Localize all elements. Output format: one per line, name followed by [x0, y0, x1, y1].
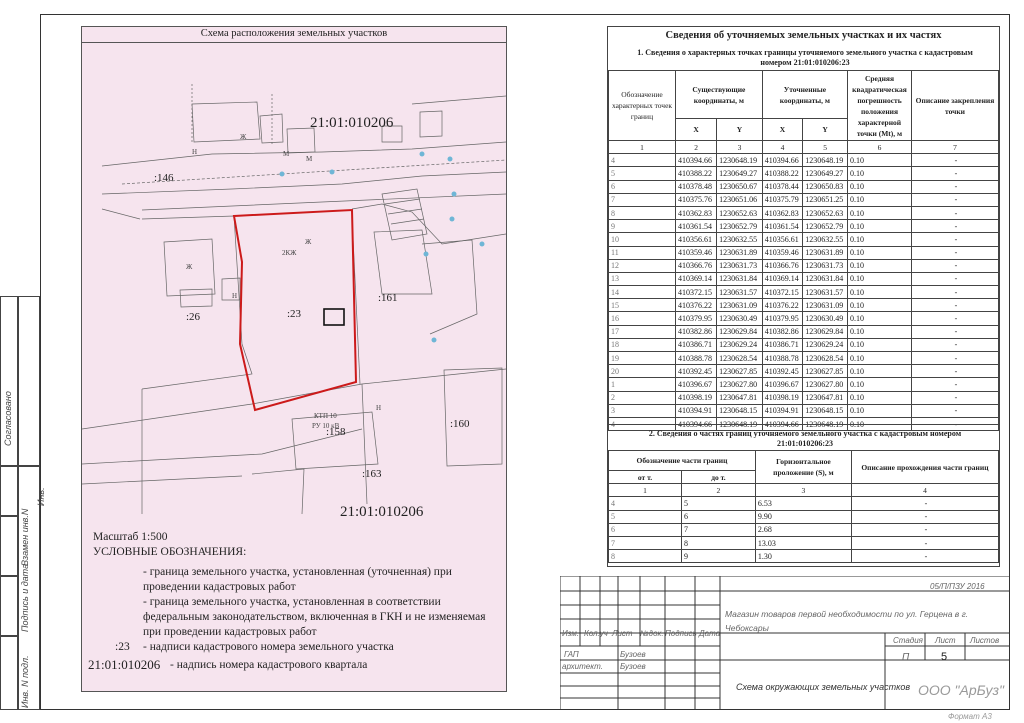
- table-cell: 1230632.55: [717, 233, 763, 246]
- table-cell: 4: [609, 417, 676, 430]
- boundary-parts-table: [608, 450, 999, 563]
- table-cell: 1230649.27: [717, 167, 763, 180]
- left-title-strip: [0, 296, 46, 710]
- table-cell: 0.10: [848, 220, 912, 233]
- table-cell: 410382.86: [762, 325, 802, 338]
- table-cell: 1230631.89: [803, 246, 848, 259]
- section1-title: 1. Сведения о характерных точках границы уточняемого земельного участка с кадастровым номером 21:01:010206:23: [637, 48, 973, 67]
- table-cell: 410386.71: [676, 338, 717, 351]
- table-cell: 1230631.89: [717, 246, 763, 259]
- legend-symbol-23: :23: [115, 641, 130, 653]
- table-row: [609, 536, 999, 549]
- stamp-drawing-title: Схема окружающих земельных участков: [736, 682, 911, 692]
- table-cell: 410356.61: [762, 233, 802, 246]
- stamp-sheets-label: Листов: [970, 636, 1000, 645]
- table-cell: 410396.67: [762, 378, 802, 391]
- stamp-company: ООО "АрБуз": [918, 682, 1004, 698]
- column-number: 1: [609, 141, 676, 154]
- legend-item-quarter: - надпись номера кадастрового квартала: [170, 659, 368, 671]
- table-cell: 410392.45: [676, 365, 717, 378]
- table-row: [609, 550, 999, 563]
- legend-item-23: - надписи кадастрового номера земельного участка: [143, 641, 394, 653]
- table-cell: 13.03: [755, 536, 851, 549]
- column-number: 4: [762, 141, 802, 154]
- stamp-name-gap: Бузоев: [620, 650, 646, 659]
- table-cell: 0.10: [848, 180, 912, 193]
- stamp-stage: П: [902, 652, 910, 663]
- table-cell: 1230648.19: [803, 154, 848, 167]
- table-cell: 4: [609, 154, 676, 167]
- table-cell: 1230631.09: [717, 299, 763, 312]
- table-cell: 5: [681, 497, 755, 510]
- table-cell: 410388.22: [676, 167, 717, 180]
- table-cell: 7: [609, 193, 676, 206]
- table-cell: 410392.45: [762, 365, 802, 378]
- stamp-col-izm: Изм.: [562, 629, 580, 638]
- table-cell: -: [912, 180, 999, 193]
- table-cell: 410376.22: [676, 299, 717, 312]
- scheme-title-divider: [81, 42, 507, 43]
- table-row: [609, 233, 999, 246]
- table-cell: 410375.76: [676, 193, 717, 206]
- th-mt: Средняя квадратическая погрешность положения характерной точки (Mt), м: [848, 71, 912, 141]
- table-cell: 19: [609, 352, 676, 365]
- table-cell: -: [912, 299, 999, 312]
- table-row: [609, 206, 999, 219]
- replaced-cell: [0, 516, 18, 576]
- th-to: до т.: [681, 471, 755, 484]
- table-cell: 410388.78: [676, 352, 717, 365]
- table-cell: 17: [609, 325, 676, 338]
- parcel-26: :26: [186, 311, 201, 323]
- table-cell: 1230630.49: [803, 312, 848, 325]
- building-label-10: РУ 10 кВ: [312, 422, 340, 430]
- table-cell: -: [851, 497, 998, 510]
- table-cell: 0.10: [848, 338, 912, 351]
- building-label-5: Ж: [186, 263, 193, 271]
- table-cell: 1230632.55: [803, 233, 848, 246]
- column-number: 2: [676, 141, 717, 154]
- table-cell: 5: [609, 510, 682, 523]
- table-cell: -: [912, 272, 999, 285]
- table-cell: 18: [609, 338, 676, 351]
- table-cell: 12: [609, 259, 676, 272]
- table-cell: -: [851, 523, 998, 536]
- table-cell: 9: [609, 220, 676, 233]
- table-cell: 410388.78: [762, 352, 802, 365]
- building-label-6: 2КЖ: [282, 249, 297, 257]
- sign-cell: [0, 576, 18, 636]
- table-cell: 16: [609, 312, 676, 325]
- agreed-label: Согласовано: [3, 391, 13, 446]
- column-number: 5: [803, 141, 848, 154]
- stamp-col-kol: Кол.уч: [584, 629, 608, 638]
- building-label-9: КТП 10: [314, 412, 337, 420]
- column-numbers-row: [609, 141, 999, 154]
- table-cell: 10: [609, 233, 676, 246]
- table-cell: 410396.67: [676, 378, 717, 391]
- th-part: Обозначение части границ: [609, 451, 756, 471]
- table-cell: 0.10: [848, 167, 912, 180]
- table-row: [609, 299, 999, 312]
- table-cell: 1230648.15: [803, 404, 848, 417]
- column-number: 3: [717, 141, 763, 154]
- table-cell: -: [851, 536, 998, 549]
- cadastral-map: [82, 44, 506, 514]
- table-cell: 1230651.06: [717, 193, 763, 206]
- stamp-code: 05/П/ПЗУ 2016: [930, 582, 985, 591]
- table-cell: 410379.95: [762, 312, 802, 325]
- th-part-desc: Описание прохождения части границ: [851, 451, 998, 484]
- table-cell: -: [912, 246, 999, 259]
- parcel-146: :146: [154, 172, 174, 184]
- table-cell: 0.10: [848, 404, 912, 417]
- section-divider: [607, 424, 1000, 425]
- table-row: [609, 167, 999, 180]
- building-label-4: Н: [192, 148, 198, 156]
- table-cell: 0.10: [848, 365, 912, 378]
- replaced-label: Взамен инв.N: [20, 508, 30, 566]
- table-row: [609, 220, 999, 233]
- table-cell: 6: [609, 180, 676, 193]
- legend-title: УСЛОВНЫЕ ОБОЗНАЧЕНИЯ:: [93, 546, 247, 558]
- quarter-label-bottom: 21:01:010206: [340, 504, 424, 520]
- table-cell: 0.10: [848, 272, 912, 285]
- column-number: 1: [609, 484, 682, 497]
- table-row: [609, 325, 999, 338]
- stamp-col-list: Лист: [612, 629, 633, 638]
- table-cell: 1230627.80: [803, 378, 848, 391]
- table-cell: 1230648.15: [717, 404, 763, 417]
- table-row: [609, 259, 999, 272]
- stamp-col-ndoc: №док.: [640, 629, 664, 638]
- table-cell: 410375.79: [762, 193, 802, 206]
- table-cell: 1230631.09: [803, 299, 848, 312]
- table-cell: 0.10: [848, 154, 912, 167]
- table-cell: 0.10: [848, 299, 912, 312]
- table-cell: 410386.71: [762, 338, 802, 351]
- th-y1: Y: [717, 119, 763, 141]
- table-cell: 1230648.19: [717, 417, 763, 430]
- table-cell: 0.10: [848, 233, 912, 246]
- table-cell: 1230628.54: [717, 352, 763, 365]
- table-cell: -: [912, 365, 999, 378]
- table-cell: -: [912, 404, 999, 417]
- inv-label: Инв.: [36, 487, 46, 506]
- table-cell: 410378.44: [762, 180, 802, 193]
- table-cell: -: [912, 167, 999, 180]
- sign-label: Подпись и дата: [20, 563, 30, 632]
- table-cell: 0.10: [848, 391, 912, 404]
- table-cell: 0.10: [848, 325, 912, 338]
- building-label-8: Н: [232, 292, 238, 300]
- table-cell: 1230629.24: [803, 338, 848, 351]
- table-cell: 13: [609, 272, 676, 285]
- th-s: Горизонтальное проложение (S), м: [755, 451, 851, 484]
- table-cell: -: [912, 220, 999, 233]
- column-number: 7: [912, 141, 999, 154]
- table-cell: 9: [681, 550, 755, 563]
- building-label-7: Ж: [305, 238, 312, 246]
- stamp-sheet-number: 5: [941, 651, 948, 663]
- table-row: [609, 272, 999, 285]
- table-cell: 410398.19: [762, 391, 802, 404]
- table-cell: -: [912, 352, 999, 365]
- stamp-format: Формат А3: [948, 712, 992, 721]
- table-cell: 1230627.80: [717, 378, 763, 391]
- table-cell: 1230647.81: [717, 391, 763, 404]
- table-cell: 1230629.84: [717, 325, 763, 338]
- table-cell: 1230648.19: [803, 417, 848, 430]
- table-row: [609, 286, 999, 299]
- column-number: 4: [851, 484, 998, 497]
- table-cell: 410359.46: [762, 246, 802, 259]
- table-row: [609, 365, 999, 378]
- th-x2: X: [762, 119, 802, 141]
- table-cell: 15: [609, 299, 676, 312]
- table-cell: 2.68: [755, 523, 851, 536]
- table-cell: 410394.91: [676, 404, 717, 417]
- building-label-1: Ж: [240, 133, 247, 141]
- table-cell: 5: [609, 167, 676, 180]
- table-cell: 14: [609, 286, 676, 299]
- building-label-11: Н: [376, 404, 382, 412]
- table-cell: 1230651.25: [803, 193, 848, 206]
- table-row: [609, 154, 999, 167]
- table-cell: -: [912, 312, 999, 325]
- table-row: [609, 378, 999, 391]
- table-cell: 1230629.24: [717, 338, 763, 351]
- table-cell: 410359.46: [676, 246, 717, 259]
- table-cell: 410394.66: [676, 417, 717, 430]
- scheme-title: Схема расположения земельных участков: [200, 28, 388, 39]
- table-cell: 1230652.63: [803, 206, 848, 219]
- table-cell: 410394.66: [676, 154, 717, 167]
- table-cell: 8: [609, 550, 682, 563]
- table-cell: 20: [609, 365, 676, 378]
- table-cell: 1230650.67: [717, 180, 763, 193]
- stamp-col-date: Дата: [699, 629, 721, 638]
- legend-item-black: - граница земельного участка, установленная в соответствии федеральным законодательством, включенная в ГКН и не изменяемая при проведении кадастровых работ: [143, 596, 486, 638]
- parcel-163: :163: [362, 468, 382, 480]
- table-cell: 11: [609, 246, 676, 259]
- table-cell: 1.30: [755, 550, 851, 563]
- table-cell: 3: [609, 404, 676, 417]
- table-cell: -: [912, 259, 999, 272]
- table-cell: 1230652.79: [717, 220, 763, 233]
- table-cell: 0.10: [848, 286, 912, 299]
- orig-cell: [0, 636, 18, 710]
- parcel-160: :160: [450, 418, 470, 430]
- table-cell: -: [912, 391, 999, 404]
- table-cell: 0.10: [848, 378, 912, 391]
- agreed-blank-cell: [18, 296, 40, 466]
- table-cell: 0.10: [848, 193, 912, 206]
- table-row: [609, 510, 999, 523]
- th-from: от т.: [609, 471, 682, 484]
- table-cell: 6: [609, 523, 682, 536]
- table-cell: 410388.22: [762, 167, 802, 180]
- table-cell: 410394.66: [762, 417, 802, 430]
- th-y2: Y: [803, 119, 848, 141]
- inv-cell: [0, 466, 18, 516]
- table-cell: 410356.61: [676, 233, 717, 246]
- table-cell: -: [912, 233, 999, 246]
- building-label-3: М: [306, 155, 313, 163]
- table-row: [609, 352, 999, 365]
- table-row: [609, 497, 999, 510]
- table-cell: -: [912, 417, 999, 430]
- stamp-col-sign: Подпись: [665, 629, 697, 638]
- quarter-label-top: 21:01:010206: [310, 115, 394, 131]
- table-cell: 1230631.84: [717, 272, 763, 285]
- table-cell: -: [912, 154, 999, 167]
- stamp-stage-label: Стадия: [893, 636, 923, 645]
- table-row: [609, 312, 999, 325]
- stamp-role-arch: архитект.: [562, 662, 603, 671]
- table-cell: -: [851, 510, 998, 523]
- table-cell: 9.90: [755, 510, 851, 523]
- table-cell: 1230629.84: [803, 325, 848, 338]
- table-cell: 0.10: [848, 206, 912, 219]
- table-cell: 410369.14: [676, 272, 717, 285]
- table-row: [609, 246, 999, 259]
- table-row: [609, 523, 999, 536]
- coordinates-table: [608, 70, 999, 431]
- table-cell: 410366.76: [676, 259, 717, 272]
- stamp-role-gap: ГАП: [564, 650, 579, 659]
- table-cell: 6.53: [755, 497, 851, 510]
- table-cell: 7: [609, 536, 682, 549]
- table-cell: 8: [681, 536, 755, 549]
- table-cell: 1230631.73: [717, 259, 763, 272]
- table-cell: 410366.76: [762, 259, 802, 272]
- table-row: [609, 391, 999, 404]
- stamp-object: Магазин товаров первой необходимости по ул. Герцена в г. Чебоксары: [725, 609, 969, 633]
- column-number: 3: [755, 484, 851, 497]
- table-cell: 2: [609, 391, 676, 404]
- table-row: [609, 404, 999, 417]
- table-cell: -: [912, 193, 999, 206]
- table-cell: 1230649.27: [803, 167, 848, 180]
- table-cell: 410361.54: [762, 220, 802, 233]
- building-label-2: М: [283, 150, 290, 158]
- table-row: [609, 180, 999, 193]
- table-cell: 410372.15: [762, 286, 802, 299]
- table-cell: 7: [681, 523, 755, 536]
- table-cell: 1230630.49: [717, 312, 763, 325]
- column-number: 6: [848, 141, 912, 154]
- table-cell: 0.10: [848, 312, 912, 325]
- th-existing: Существующие координаты, м: [676, 71, 763, 119]
- scale-label: Масштаб 1:500: [93, 531, 168, 543]
- stamp-sheet-label: Лист: [935, 636, 956, 645]
- column-numbers-row-2: [609, 484, 999, 497]
- table-cell: 410369.14: [762, 272, 802, 285]
- table-cell: -: [912, 286, 999, 299]
- stamp-name-arch: Бузоев: [620, 662, 646, 671]
- th-point: Обозначение характерных точек границ: [609, 71, 676, 141]
- table-cell: -: [912, 325, 999, 338]
- table-cell: 1230631.57: [717, 286, 763, 299]
- parcel-158: :158: [326, 426, 346, 438]
- legend-item-red: - граница земельного участка, установленная (уточненная) при проведении кадастровых работ: [143, 566, 452, 593]
- table-cell: -: [912, 338, 999, 351]
- table-cell: 410394.66: [762, 154, 802, 167]
- th-new: Уточненные координаты, м: [762, 71, 847, 119]
- table-cell: 0.10: [848, 246, 912, 259]
- table-cell: 410394.91: [762, 404, 802, 417]
- table-cell: 1230631.57: [803, 286, 848, 299]
- table-cell: 1230631.84: [803, 272, 848, 285]
- table-cell: 8: [609, 206, 676, 219]
- table-cell: 1230652.79: [803, 220, 848, 233]
- table-cell: 410376.22: [762, 299, 802, 312]
- table-cell: 410382.86: [676, 325, 717, 338]
- table-cell: 0.10: [848, 259, 912, 272]
- coordinates-title: Сведения об уточняемых земельных участках и их частях: [665, 30, 942, 41]
- table-cell: 1230628.54: [803, 352, 848, 365]
- parcel-23: :23: [287, 308, 302, 320]
- table-cell: 0.10: [848, 417, 912, 430]
- table-cell: 410362.83: [762, 206, 802, 219]
- table-cell: 1: [609, 378, 676, 391]
- section2-title: 2. Сведения о частях границ уточняемого земельного участка с кадастровым номером 21:01:010206:23: [648, 429, 962, 448]
- table-row: [609, 338, 999, 351]
- column-number: 2: [681, 484, 755, 497]
- table-cell: 6: [681, 510, 755, 523]
- table-cell: 1230627.85: [717, 365, 763, 378]
- table-cell: 1230652.63: [717, 206, 763, 219]
- orig-label: Инв. N подл.: [20, 655, 30, 708]
- table-cell: 410372.15: [676, 286, 717, 299]
- table-cell: -: [851, 550, 998, 563]
- parcel-161: :161: [378, 292, 398, 304]
- table-cell: 410398.19: [676, 391, 717, 404]
- table-cell: -: [912, 378, 999, 391]
- legend-symbol-quarter: 21:01:010206: [88, 657, 161, 672]
- table-cell: 0.10: [848, 352, 912, 365]
- table-cell: 410379.95: [676, 312, 717, 325]
- table-cell: -: [912, 206, 999, 219]
- table-cell: 410361.54: [676, 220, 717, 233]
- table-cell: 1230650.83: [803, 180, 848, 193]
- table-cell: 1230631.73: [803, 259, 848, 272]
- table-cell: 410362.83: [676, 206, 717, 219]
- table-cell: 4: [609, 497, 682, 510]
- table-cell: 1230648.19: [717, 154, 763, 167]
- table-cell: 1230627.85: [803, 365, 848, 378]
- th-desc: Описание закрепления точки: [912, 71, 999, 141]
- th-x1: X: [676, 119, 717, 141]
- table-row: [609, 193, 999, 206]
- table-cell: 410378.48: [676, 180, 717, 193]
- table-cell: 1230647.81: [803, 391, 848, 404]
